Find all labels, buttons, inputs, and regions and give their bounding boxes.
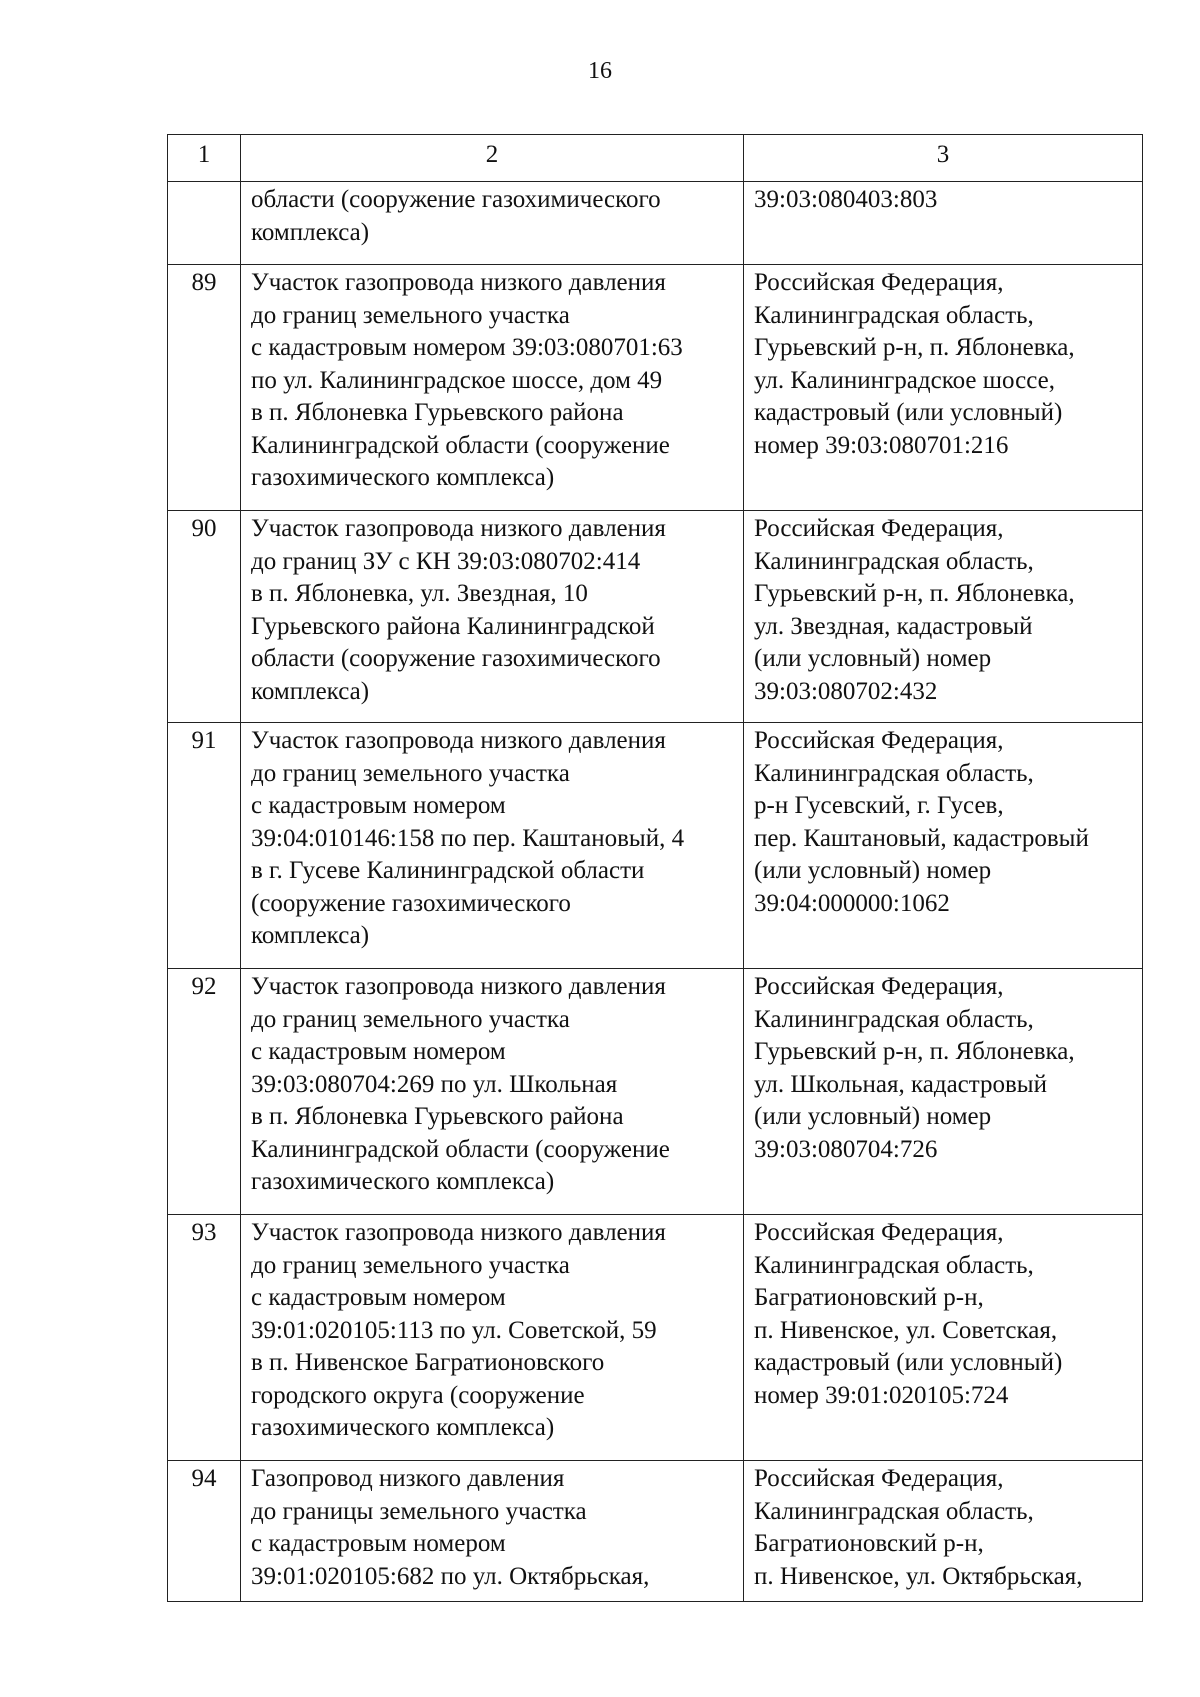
location-cell bbox=[744, 511, 1143, 723]
table-row bbox=[168, 511, 1143, 723]
text-line: р-н Гусевский, г. Гусев, bbox=[754, 792, 1004, 819]
table-header-row bbox=[168, 135, 1143, 182]
text-line: п. Нивенское, ул. Октябрьская, bbox=[754, 1562, 1083, 1590]
object-description-cell bbox=[241, 1215, 744, 1461]
text-line: Участок газопровода низкого давления bbox=[251, 515, 666, 542]
text-line: комплекса) bbox=[251, 218, 370, 246]
text-line: кадастровый (или условный) bbox=[754, 1349, 1063, 1376]
text-line: пер. Каштановый, кадастровый bbox=[754, 824, 1089, 852]
object-description-cell bbox=[241, 182, 744, 265]
text-line: Калининградская область, bbox=[754, 301, 1034, 329]
text-line: Калининградская область, bbox=[754, 1251, 1034, 1279]
location-cell bbox=[744, 1461, 1143, 1602]
row-number bbox=[168, 182, 241, 265]
text-line: области (сооружение газохимического bbox=[251, 186, 661, 213]
text-line: Калининградская область, bbox=[754, 547, 1034, 575]
text-line: п. Нивенское, ул. Советская, bbox=[754, 1316, 1058, 1344]
header-col-3: 3 bbox=[744, 135, 1143, 182]
location-cell bbox=[744, 723, 1143, 969]
text-line: Калининградской области (сооружение bbox=[251, 431, 670, 459]
text-line: Российская Федерация, bbox=[754, 1465, 1004, 1492]
text-line: Багратионовский р-н, bbox=[754, 1284, 984, 1311]
object-description-cell bbox=[241, 723, 744, 969]
text-line: Газопровод низкого давления bbox=[251, 1465, 565, 1492]
text-line: (сооружение газохимического bbox=[251, 889, 571, 917]
header-col-2: 2 bbox=[241, 135, 744, 182]
table-row bbox=[168, 969, 1143, 1215]
text-line: с кадастровым номером bbox=[251, 1530, 506, 1557]
location-cell bbox=[744, 1215, 1143, 1461]
location-cell bbox=[744, 182, 1143, 265]
text-line: в п. Яблоневка Гурьевского района bbox=[251, 399, 624, 426]
text-line: в п. Яблоневка Гурьевского района bbox=[251, 1103, 624, 1130]
text-line: кадастровый (или условный) bbox=[754, 399, 1063, 426]
text-line: 39:03:080403:803 bbox=[754, 186, 938, 213]
text-line: 39:01:020105:113 по ул. Советской, 59 bbox=[251, 1316, 657, 1344]
table-row bbox=[168, 1215, 1143, 1461]
text-line: до границы земельного участка bbox=[251, 1497, 587, 1525]
text-line: городского округа (сооружение bbox=[251, 1381, 585, 1409]
row-number: 91 bbox=[168, 723, 241, 969]
location-cell bbox=[744, 265, 1143, 511]
text-line: с кадастровым номером bbox=[251, 1284, 506, 1311]
text-line: по ул. Калининградское шоссе, дом 49 bbox=[251, 366, 663, 394]
table-row bbox=[168, 182, 1143, 265]
text-line: Участок газопровода низкого давления bbox=[251, 269, 666, 296]
text-line: 39:04:000000:1062 bbox=[754, 889, 950, 917]
page-number: 16 bbox=[588, 58, 612, 84]
object-description-cell bbox=[241, 1461, 744, 1602]
table-row bbox=[168, 1461, 1143, 1602]
text-line: до границ земельного участка bbox=[251, 759, 570, 787]
text-line: газохимического комплекса) bbox=[251, 464, 555, 491]
row-number: 94 bbox=[168, 1461, 241, 1602]
table-row bbox=[168, 723, 1143, 969]
text-line: Участок газопровода низкого давления bbox=[251, 727, 666, 754]
text-line: Гурьевский р-н, п. Яблоневка, bbox=[754, 580, 1075, 607]
text-line: в п. Яблоневка, ул. Звездная, 10 bbox=[251, 580, 588, 607]
text-line: до границ земельного участка bbox=[251, 1251, 570, 1279]
text-line: Калининградская область, bbox=[754, 1005, 1034, 1033]
text-line: комплекса) bbox=[251, 677, 370, 705]
text-line: номер 39:03:080701:216 bbox=[754, 431, 1009, 459]
text-line: 39:03:080702:432 bbox=[754, 677, 938, 705]
text-line: Российская Федерация, bbox=[754, 973, 1004, 1000]
text-line: Российская Федерация, bbox=[754, 1219, 1004, 1246]
text-line: Калининградская область, bbox=[754, 1497, 1034, 1525]
text-line: до границ земельного участка bbox=[251, 1005, 570, 1033]
text-line: 39:03:080704:726 bbox=[754, 1135, 938, 1163]
text-line: Российская Федерация, bbox=[754, 269, 1004, 296]
row-number: 92 bbox=[168, 969, 241, 1215]
row-number: 93 bbox=[168, 1215, 241, 1461]
text-line: Участок газопровода низкого давления bbox=[251, 973, 666, 1000]
object-description-cell bbox=[241, 265, 744, 511]
text-line: с кадастровым номером bbox=[251, 792, 506, 819]
text-line: ул. Звездная, кадастровый bbox=[754, 612, 1033, 640]
text-line: газохимического комплекса) bbox=[251, 1414, 555, 1441]
text-line: 39:03:080704:269 по ул. Школьная bbox=[251, 1070, 618, 1098]
object-description-cell bbox=[241, 511, 744, 723]
text-line: Багратионовский р-н, bbox=[754, 1530, 984, 1557]
text-line: Гурьевский р-н, п. Яблоневка, bbox=[754, 1038, 1075, 1065]
text-line: области (сооружение газохимического bbox=[251, 645, 661, 672]
object-description-cell bbox=[241, 969, 744, 1215]
text-line: (или условный) номер bbox=[754, 857, 992, 884]
text-line: с кадастровым номером 39:03:080701:63 bbox=[251, 334, 683, 361]
text-line: в п. Нивенское Багратионовского bbox=[251, 1349, 605, 1376]
text-line: (или условный) номер bbox=[754, 1103, 992, 1130]
text-line: до границ земельного участка bbox=[251, 301, 570, 329]
text-line: ул. Калининградское шоссе, bbox=[754, 366, 1055, 394]
text-line: Калининградская область, bbox=[754, 759, 1034, 787]
location-cell bbox=[744, 969, 1143, 1215]
text-line: 39:01:020105:682 по ул. Октябрьская, bbox=[251, 1562, 650, 1590]
text-line: Российская Федерация, bbox=[754, 727, 1004, 754]
text-line: 39:04:010146:158 по пер. Каштановый, 4 bbox=[251, 824, 685, 852]
row-number: 90 bbox=[168, 511, 241, 723]
text-line: (или условный) номер bbox=[754, 645, 992, 672]
table-row bbox=[168, 265, 1143, 511]
text-line: с кадастровым номером bbox=[251, 1038, 506, 1065]
text-line: Гурьевского района Калининградской bbox=[251, 612, 655, 640]
text-line: до границ ЗУ с КН 39:03:080702:414 bbox=[251, 547, 641, 575]
text-line: комплекса) bbox=[251, 922, 370, 949]
header-col-1: 1 bbox=[168, 135, 241, 182]
registry-table bbox=[167, 134, 1143, 1602]
text-line: газохимического комплекса) bbox=[251, 1168, 555, 1195]
text-line: в г. Гусеве Калининградской области bbox=[251, 857, 645, 884]
text-line: Гурьевский р-н, п. Яблоневка, bbox=[754, 334, 1075, 361]
text-line: Калининградской области (сооружение bbox=[251, 1135, 670, 1163]
text-line: номер 39:01:020105:724 bbox=[754, 1381, 1009, 1409]
row-number: 89 bbox=[168, 265, 241, 511]
text-line: Российская Федерация, bbox=[754, 515, 1004, 542]
text-line: ул. Школьная, кадастровый bbox=[754, 1070, 1047, 1098]
text-line: Участок газопровода низкого давления bbox=[251, 1219, 666, 1246]
